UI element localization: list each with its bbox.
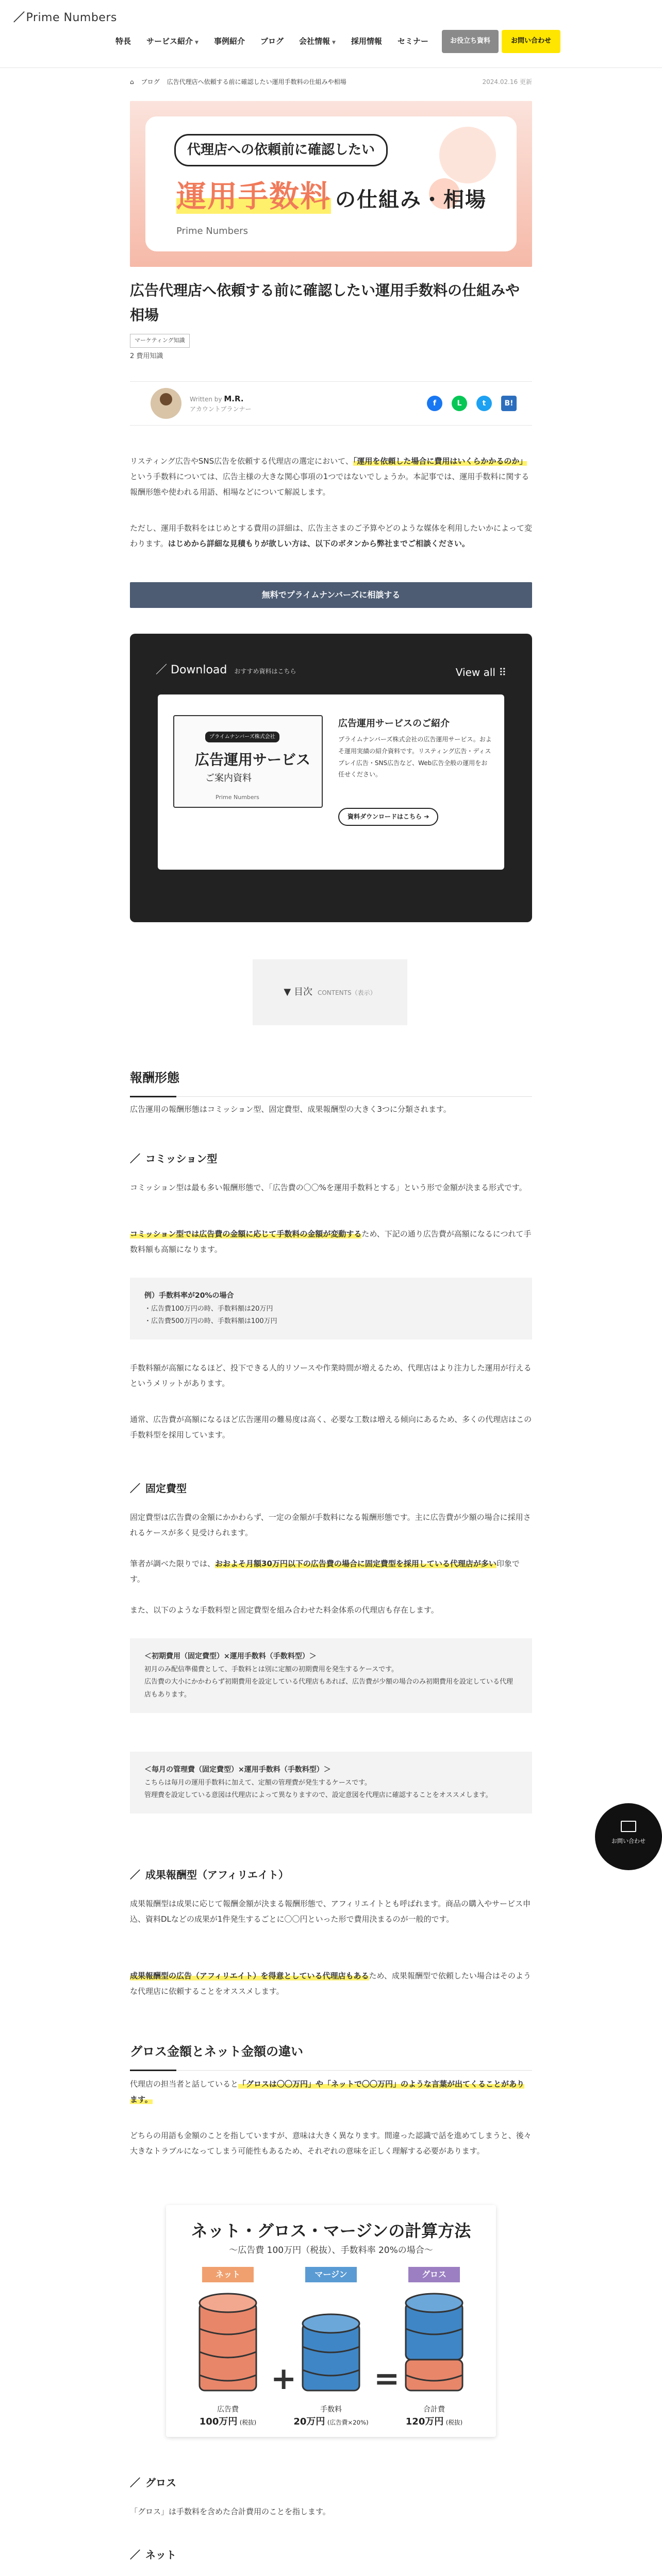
- net-coin-stack: [200, 2294, 256, 2391]
- chip-gross: グロス: [408, 2267, 460, 2282]
- hero-card: [145, 116, 517, 251]
- subheading-gross: ／ グロス: [130, 2477, 176, 2489]
- arrow-right-icon: ➔: [424, 813, 429, 820]
- paragraph: 広告運用の報酬形態はコミッション型、固定費型、成果報酬型の大きく3つに分類されます。: [130, 1105, 451, 1114]
- nav-item-features[interactable]: 特長: [115, 37, 131, 46]
- breadcrumb-current: 広告代理店へ依頼する前に確認したい運用手数料の仕組みや相場: [167, 78, 346, 86]
- download-button[interactable]: 資料ダウンロードはこちら ➔: [338, 808, 438, 826]
- avatar: [151, 388, 181, 419]
- example-box: ＜毎月の管理費（固定費型）×運用手数料（手数料型）＞ こちらは毎月の運用手数料に加えて、定額の管理費が発生するケースです。 管理費を設定している意図は代理店によって異なりますので、設定意図を代理店に確認することをオススメします。: [130, 1752, 532, 1814]
- example-box: ＜初期費用（固定費型）×運用手数料（手数料型）＞ 初月のみ配信準備費として、手数料とは別に定額の初期費用を発生するケースです。 広告費の大小にかかわらず初期費用を設定している代理店もあれば、広告費が少額の場合のみ初期費用を設定している代理店もあります。: [130, 1638, 532, 1713]
- nav-item-cases[interactable]: 事例紹介: [213, 37, 245, 46]
- updated-date: 2024.02.16 更新: [482, 78, 532, 86]
- nav-item-seminar[interactable]: セミナー: [397, 37, 428, 46]
- nav-item-company[interactable]: 会社情報 ▼: [299, 37, 336, 46]
- download-materials-button[interactable]: お役立ち資料: [442, 30, 499, 53]
- chevron-down-icon: ▼: [332, 40, 336, 46]
- paragraph: 成果報酬型の広告（アフィリエイト）を得意としている代理店もあるため、成果報酬型で依頼したい場合はそのような代理店に依頼することをオススメします。: [130, 1971, 531, 1996]
- nav-item-recruit[interactable]: 採用情報: [351, 37, 382, 46]
- chip-net: ネット: [202, 2267, 254, 2282]
- nav-item-services[interactable]: サービス紹介 ▼: [146, 37, 198, 46]
- example-box: 例）手数料率が20%の場合 ・広告費100万円の時、手数料額は20万円 ・広告費500万円の時、手数料額は100万円: [130, 1278, 532, 1340]
- share-buttons: [427, 396, 517, 411]
- hero-brand: Prime Numbers: [176, 226, 248, 236]
- chevron-down-icon: ▼: [195, 40, 198, 46]
- download-heading: ／ Download おすすめ資料はこちら: [156, 664, 296, 676]
- page-title: 広告代理店へ依頼する前に確認したい運用手数料の仕組みや相場: [130, 282, 520, 324]
- breadcrumb: [130, 76, 532, 88]
- download-description: プライムナンバーズ株式会社の広告運用サービス。およそ運用実績の紹介資料です。リスティング広告・ディスプレイ広告・SNS広告など、Web広告全般の運用をお任せください。: [338, 736, 492, 778]
- hero-pill-text: 代理店への依頼前に確認したい: [174, 134, 388, 166]
- subheading-fixed-fee: ／ 固定費型: [130, 1482, 187, 1495]
- hatena-icon[interactable]: B!: [501, 396, 517, 411]
- plus-icon: +: [271, 2361, 297, 2397]
- subheading-commission: ／ コミッション型: [130, 1153, 218, 1165]
- facebook-icon[interactable]: f: [427, 396, 442, 411]
- mail-icon: [621, 1821, 636, 1832]
- hero-main-text: 運用手数料 の仕組み・相場: [176, 179, 487, 214]
- paragraph: 手数料額が高額になるほど、投下できる人的リソースや作業時間が増えるため、代理店はより注力した運用が行えるというメリットがあります。: [130, 1363, 532, 1388]
- paragraph: 固定費型は広告費の金額にかかわらず、一定の金額が手数料になる報酬形態です。主に広告費が少額の場合に採用されるケースが多く見受けられます。: [130, 1513, 531, 1537]
- category-tag[interactable]: マーケティング知識: [130, 334, 190, 348]
- intro-paragraph-1: リスティング広告やSNS広告を依頼する代理店の選定において、「運用を依頼した場合に費用はいくらかかるのか」という手数料については、広告主様の大きな関心事項の1つではないでしょうか。本記事では、運用手数料に関する報酬形態や使われる用語、相場などについて解説します。: [130, 456, 529, 497]
- diagram-subtitle: 〜広告費 100万円（税抜）、手数料率 20%の場合〜: [229, 2245, 433, 2256]
- paragraph: 成果報酬型は成果に応じて報酬金額が決まる報酬形態で、アフィリエイトとも呼ばれます。商品の購入やサービス申込、資料DLなどの成果が1件発生するごとに〇〇円といった形で費用決まるのが一般的です。: [130, 1899, 531, 1924]
- subheading-affiliate: ／ 成果報酬型（アフィリエイト）: [130, 1869, 289, 1881]
- main-nav: [109, 30, 560, 53]
- home-icon[interactable]: ⌂: [130, 78, 134, 86]
- floating-contact-button[interactable]: お問い合わせ: [595, 1803, 662, 1870]
- chip-margin: マージン: [305, 2267, 357, 2282]
- margin-coin-stack: [303, 2314, 359, 2391]
- twitter-icon[interactable]: t: [476, 396, 492, 411]
- coin-stacks: [166, 2205, 496, 2437]
- table-of-contents[interactable]: ▼ 目次 CONTENTS（表示）: [253, 959, 407, 1025]
- hero-image: [130, 101, 532, 267]
- paragraph: 通常、広告費が高額になるほど広告運用の難易度は高く、必要な工数は増える傾向にあるため、多くの代理店はこの手数料型を採用しています。: [130, 1415, 532, 1439]
- intro-paragraph-2: ただし、運用手数料をはじめとする費用の詳細は、広告主さまのご予算やどのような媒体を利用したいかによって変わります。はじめから詳細な見積もりが欲しい方は、以下のボタンから弊社までご相談ください。: [130, 523, 533, 548]
- diagram-title: ネット・グロス・マージンの計算方法: [191, 2221, 471, 2241]
- site-header: [0, 0, 662, 68]
- download-card[interactable]: [158, 694, 504, 870]
- download-title: 広告運用サービスのご紹介: [338, 718, 450, 729]
- equals-icon: =: [374, 2361, 400, 2397]
- paragraph: どちらの用語も金額のことを指していますが、意味は大きく異なります。間違った認識で話を進めてしまうと、後々大きなトラブルになってしまう可能性もあるため、それぞれの意味を正しく理解する必要があります。: [130, 2131, 532, 2156]
- author-meta: Written by M.R. アカウントプランナー: [190, 394, 252, 413]
- line-icon[interactable]: L: [452, 396, 467, 411]
- paragraph: 「グロス」は手数料を含めた合計費用のことを指します。: [130, 2507, 330, 2516]
- paragraph: コミッション型では広告費の金額に応じて手数料の金額が変動するため、下記の通り広告費が高額になるにつれて手数料額も高額になります。: [130, 1229, 532, 1254]
- grid-icon: ⠿: [499, 666, 506, 679]
- gross-net-diagram: [166, 2205, 496, 2437]
- breadcrumb-blog[interactable]: ブログ: [141, 78, 160, 86]
- paragraph: 代理店の担当者と話していると「グロスは〇〇万円」や「ネットで〇〇万円」のような言葉が出てくることがあります。: [130, 2079, 525, 2104]
- value-net: 広告費 100万円 (税抜): [199, 2405, 257, 2427]
- paragraph: 筆者が調べた限りでは、おおよそ月額30万円以下の広告費の場合に固定費型を採用している代理店が多い印象です。: [130, 1559, 520, 1584]
- paragraph: コミッション型は最も多い報酬形態で、「広告費の〇〇%を運用手数料とする」という形で金額が決まる形式です。: [130, 1183, 527, 1192]
- contact-button[interactable]: お問い合わせ: [502, 30, 560, 53]
- author-bar: [130, 381, 532, 426]
- value-margin: 手数料 20万円 (広告費×20%): [293, 2405, 369, 2427]
- nav-item-blog[interactable]: ブログ: [260, 37, 284, 46]
- chevron-down-icon: ▼: [284, 987, 291, 997]
- gross-coin-stack: [406, 2294, 462, 2391]
- value-gross: 合計費 120万円 (税抜): [405, 2405, 463, 2427]
- subheading-net: ／ ネット: [130, 2549, 176, 2561]
- section-heading-gross-net: グロス金額とネット金額の違い: [130, 2040, 532, 2071]
- section-heading-fee-structure: 報酬形態: [130, 1066, 532, 1097]
- paragraph: また、以下のような手数料型と固定費型を組み合わせた料金体系の代理店も存在します。: [130, 1605, 439, 1615]
- download-section: [130, 634, 532, 922]
- site-logo[interactable]: ／Prime Numbers: [13, 11, 117, 24]
- view-all-link[interactable]: View all ⠿: [455, 666, 506, 679]
- consult-cta-button[interactable]: 無料でプライムナンバーズに相談する: [130, 582, 532, 608]
- category-tag-2[interactable]: 2 費用知識: [130, 352, 163, 360]
- document-thumbnail: プライムナンバーズ株式会社 広告運用サービス ご案内資料 Prime Numbers: [173, 715, 323, 808]
